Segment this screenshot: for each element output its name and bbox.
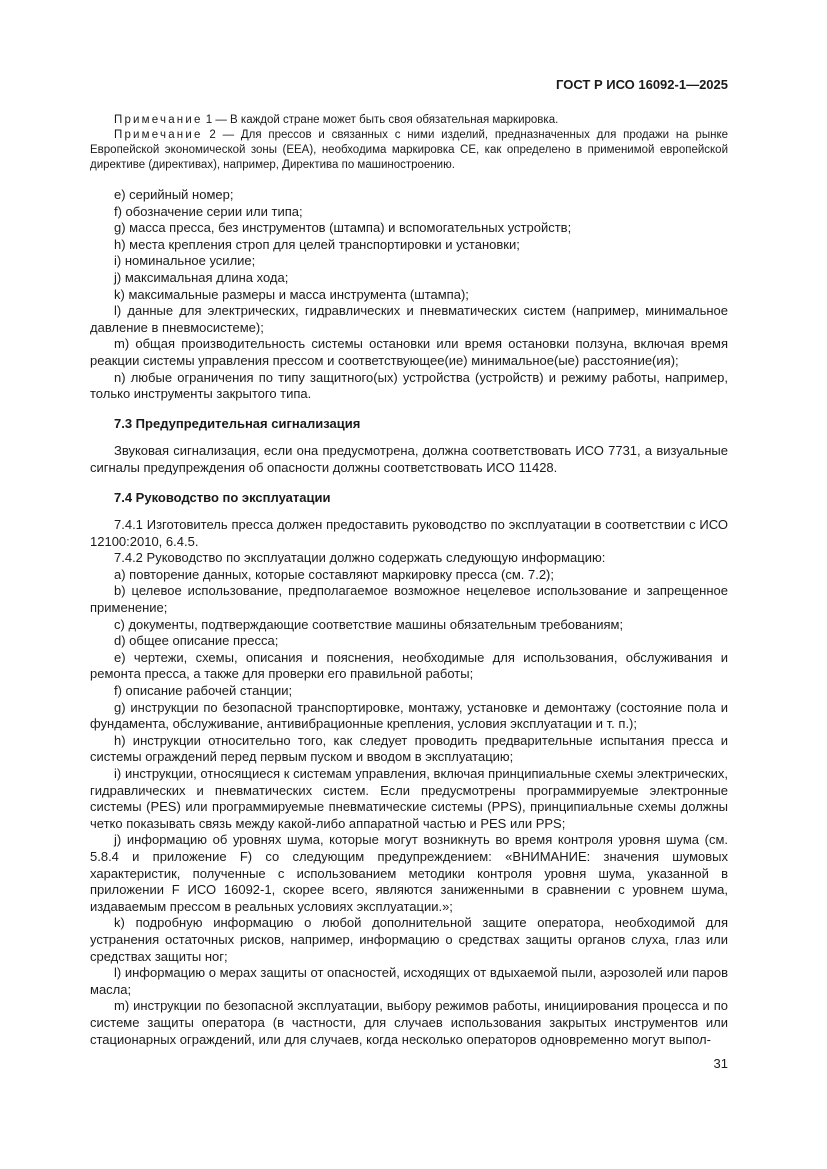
paragraph-7-4-2: 7.4.2 Руководство по эксплуатации должно содержать следующую информацию: — [114, 550, 606, 566]
list-item: e) серийный номер; — [114, 187, 234, 202]
list-item: j) информацию об уровнях шума, которые могут возникнуть во время контроля уровня шума (см. 5.8.4 и приложение F) со следующим предупреждением: «ВНИМАНИЕ: значения шумовых характеристик, полученные с использованием методики контроля уровня шума, указанной в приложении F ИСО 16092-1, скорее всего, являются заниженными в сравнении с уровнем шума, издаваемым прессом в реальных условиях эксплуатации.»; — [90, 832, 728, 914]
paragraph-7-3: Звуковая сигнализация, если она предусмотрена, должна соответствовать ИСО 7731, а визуальные сигналы предупреждения об опасности должны соответствовать ИСО 11428. — [90, 443, 728, 475]
section-heading-7-4: 7.4 Руководство по эксплуатации — [114, 489, 331, 505]
list-item: f) обозначение серии или типа; — [114, 203, 303, 219]
note-text: 1 — В каждой стране может быть своя обязательная маркировка. — [202, 114, 559, 126]
list-item: l) информацию о мерах защиты от опасностей, исходящих от вдыхаемой пыли, аэрозолей или паров масла; — [90, 965, 728, 997]
marking-list — [90, 187, 728, 403]
list-item: m) инструкции по безопасной эксплуатации, выбору режимов работы, инициирования процесса и по системе защиты оператора (в частности, для случаев использования закрытых инструментов или стационарных ограждений, или для случаев, когда несколько операторов одновременно могут выпол- — [90, 998, 728, 1047]
list-item: e) чертежи, схемы, описания и пояснения, необходимые для использования, обслуживания и ремонта пресса, а также для проверки его правильной работы; — [90, 649, 728, 682]
list-item: c) документы, подтверждающие соответствие машины обязательным требованиям; — [114, 616, 624, 632]
list-item: b) целевое использование, предполагаемое возможное нецелевое использование и запрещенное применение; — [90, 583, 728, 616]
list-item: d) общее описание пресса; — [114, 633, 279, 649]
list-item: i) номинальное усилие; — [114, 253, 256, 269]
list-item: i) инструкции, относящиеся к системам управления, включая принципиальные схемы электрических, гидравлических и пневматических систем. Если предусмотрены программируемые электронные системы (PES) или программируемые пневматические системы (PPS), принципиальные схемы должны четко показывать связь между какой-либо аппаратной частью и PES или PPS; — [90, 766, 728, 831]
document-header-id: ГОСТ Р ИСО 16092-1—2025 — [556, 77, 728, 92]
list-item: k) максимальные размеры и масса инструмента (штампа); — [114, 286, 469, 302]
note-label: Примечание — [114, 129, 203, 141]
notes-block — [90, 113, 728, 173]
list-item: h) инструкции относительно того, как следует проводить предварительные испытания пресса и системы ограждений перед первым пуском и вводом в эксплуатацию; — [90, 732, 728, 765]
list-item: f) описание рабочей станции; — [114, 683, 293, 699]
list-item: l) данные для электрических, гидравлических и пневматических систем (например, минимальное давление в пневмосистеме); — [90, 303, 728, 335]
page-number: 31 — [713, 1056, 728, 1071]
note-label: Примечание — [114, 114, 203, 126]
note-text: 2 — Для прессов и связанных с ними изделий, предназначенных для продажи на рынке Европейской экономической зоны (ЕЕА), необходима маркировка СЕ, как определено в применимой европейской директиве (директивах), например, Директива по машиностроению. — [90, 129, 728, 171]
note-2 — [90, 128, 728, 173]
list-item: j) максимальная длина хода; — [114, 269, 289, 285]
list-item: k) подробную информацию о любой дополнительной защите оператора, необходимой для устранения остаточных рисков, например, информацию о средствах защиты органов слуха, глаз или средствах защиты ног; — [90, 915, 728, 964]
section-heading-7-3: 7.3 Предупредительная сигнализация — [114, 415, 361, 431]
list-item: g) инструкции по безопасной транспортировке, монтажу, установке и демонтажу (состояние пола и фундамента, обслуживание, антивибрационные крепления, условия эксплуатации и т. п.); — [90, 699, 728, 732]
page-body — [90, 113, 728, 1048]
list-item: n) любые ограничения по типу защитного(ых) устройства (устройств) и режиму работы, например, только инструменты закрытого типа. — [90, 369, 728, 402]
list-item: g) масса пресса, без инструментов (штампа) и вспомогательных устройств; — [114, 220, 572, 236]
list-item: m) общая производительность системы остановки или время остановки ползуна, включая время реакции системы управления прессом и соответствующее(ие) минимальное(ые) расстояние(ия); — [90, 336, 728, 368]
manual-contents-list — [90, 567, 728, 1048]
list-item: a) повторение данных, которые составляют маркировку пресса (см. 7.2); — [114, 566, 554, 582]
list-item: h) места крепления строп для целей транспортировки и установки; — [114, 236, 520, 252]
note-1 — [90, 113, 728, 128]
paragraph-7-4-1: 7.4.1 Изготовитель пресса должен предоставить руководство по эксплуатации в соответствии с ИСО 12100:2010, 6.4.5. — [90, 517, 728, 549]
